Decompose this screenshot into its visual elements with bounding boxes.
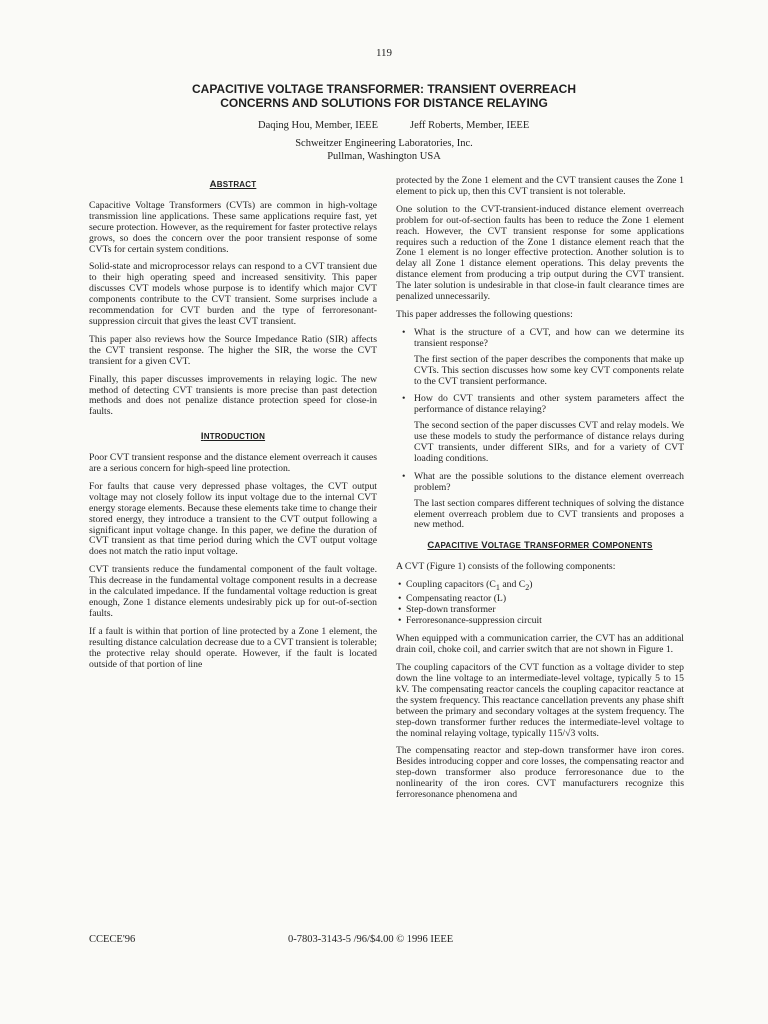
bullet-icon: • [402, 326, 406, 338]
body-paragraph: When equipped with a communication carrier, the CVT has an additional drain coil, choke coil, and carrier switch that are not shown in Figure 1. [396, 633, 684, 656]
paper-title [90, 82, 678, 110]
bullet-icon: • [402, 470, 406, 482]
abstract-paragraph: Capacitive Voltage Transformers (CVTs) are common in high-voltage transmission line applications. These same applications require fast, yet secure protection. However, as the requirement for faster protective relays grows, so does the concern over the poor transient response of some CVTs for certain system conditions. [89, 199, 377, 255]
question-answer: The first section of the paper describes the components that make up CVTs. This section discusses how some key CVT components relate to the CVT transient performance. [414, 353, 684, 387]
author-roberts: Jeff Roberts, Member, IEEE [410, 120, 530, 131]
left-column [89, 176, 377, 677]
cvt-components-heading: CAPACITIVE VOLTAGE TRANSFORMER COMPONENTS [427, 540, 653, 552]
abstract-paragraph: This paper also reviews how the Source Impedance Ratio (SIR) affects the CVT transient response. The higher the SIR, the worse the CVT transient for a given CVT. [89, 333, 377, 367]
body-paragraph: This paper addresses the following questions: [396, 308, 573, 320]
list-item: • Ferroresonance-suppression circuit [398, 614, 542, 626]
body-paragraph: The compensating reactor and step-down transformer have iron cores. Besides introducing copper and core losses, the compensating reactor and step-down transformer also produce ferroresonance due to the nonlinearity of the iron cores. CVT manufacturers recognize this ferroresonance phenomena and [396, 745, 684, 801]
question-text: What is the structure of a CVT, and how can we determine its transient response? [414, 326, 684, 349]
bullet-icon: • [398, 592, 402, 604]
body-paragraph: The coupling capacitors of the CVT function as a voltage divider to step down the line voltage to an intermediate-level voltage, typically 5 to 15 kV. The compensating reactor cancels the coupling capacitor reactance at the system frequency. This reactance cancellation prevents any phase shift between the primary and secondary voltages at the system frequency. The step-down transformer further reduces the intermediate-level voltage to the nominal relaying voltage, typically 115/√3 volts. [396, 662, 684, 739]
page-number: 119 [375, 47, 393, 59]
conference-label: CCECE'96 [89, 934, 136, 945]
abstract-paragraph: Finally, this paper discusses improvements in relaying logic. The new method of detecting CVT transients is more precise than past detection methods and does not penalize distance protection speed for close-in faults. [89, 373, 377, 418]
intro-paragraph: CVT transients reduce the fundamental component of the fault voltage. This decrease in the fundamental voltage component results in a decrease in the calculated impedance. If the fundamental voltage reduction is great enough, Zone 1 distance elements undesirably pick up for out-of-section faults. [89, 564, 377, 619]
question-answer: The last section compares different techniques of solving the distance element overreach problem due to CVT transients and proposes a new method. [414, 497, 684, 531]
components-intro: A CVT (Figure 1) consists of the following components: [396, 561, 616, 573]
question-item [396, 472, 684, 494]
bullet-icon: • [398, 614, 402, 626]
question-text: What are the possible solutions to the distance element overreach problem? [414, 470, 684, 493]
affiliation-org: Schweitzer Engineering Laboratories, Inc. [295, 138, 473, 149]
intro-paragraph: For faults that cause very depressed phase voltages, the CVT output voltage may not closely follow its input voltage due to the internal CVT energy storage elements. Because these elements take time to change their stored energy, they introduce a transient to the CVT output following a significant input voltage change. In this paper, we define the duration of CVT transient as that time period during which the CVT output voltage does not match the ratio input voltage. [89, 480, 377, 558]
question-text: How do CVT transients and other system parameters affect the performance of distance relaying? [414, 393, 684, 416]
bullet-icon: • [402, 393, 406, 405]
right-column [396, 176, 684, 808]
body-paragraph: protected by the Zone 1 element and the CVT transient causes the Zone 1 element to pick up, then this CVT transient is not tolerable. [396, 175, 684, 197]
author-line [0, 120, 768, 134]
question-answer: The second section of the paper discusses CVT and relay models. We use these models to study the performance of distance relays during CVT transients, under different SIRs, and for a variety of CVT loading conditions. [414, 420, 684, 464]
list-item: • Step-down transformer [398, 603, 496, 615]
page-footer [0, 934, 768, 948]
affiliation [0, 138, 768, 163]
abstract-paragraph: Solid-state and microprocessor relays can respond to a CVT transient due to their high operating speed and increased sensitivity. This paper discusses CVT models whose purpose is to identify which major CVT components contribute to the CVT transient. Some surprises include a recommendation for CVT burden and the type of ferroresonant-suppression circuit that gives the least CVT transient. [89, 261, 377, 327]
bullet-icon: • [398, 603, 402, 615]
list-item: • Coupling capacitors ($C_1$ and $C_2$) [398, 579, 533, 593]
abstract-heading: ABSTRACT [209, 179, 257, 190]
intro-paragraph: Poor CVT transient response and the distance element overreach it causes are a serious concern for high-speed line protection. [89, 452, 377, 475]
body-paragraph: One solution to the CVT-transient-induced distance element overreach problem for out-of-section faults has been to reduce the Zone 1 element reach. However, the CVT transient response for some applications requires such a reduction of the Zone 1 distance element reach that the Zone 1 element is no longer effective protection. Another solution is to delay all Zone 1 distance element operations. This delay prevents the distance element from producing a trip output during the CVT transient. The later solution is undesirable in that close-in fault clearance times are penalized unnecessarily. [396, 203, 684, 303]
bullet-icon: • [398, 579, 402, 591]
title-line-2: CONCERNS AND SOLUTIONS FOR DISTANCE RELAYING [220, 96, 548, 110]
question-item [396, 394, 684, 416]
title-line-1: CAPACITIVE VOLTAGE TRANSFORMER: TRANSIENT OVERREACH [191, 82, 576, 96]
author-hou: Daqing Hou, Member, IEEE [258, 120, 379, 131]
isbn-copyright: 0-7803-3143-5 /96/$4.00 © 1996 IEEE [288, 934, 454, 945]
list-item: • Compensating reactor (L) [398, 592, 507, 604]
intro-paragraph: If a fault is within that portion of line protected by a Zone 1 element, the resulting distance calculation decrease due to a CVT transient is tolerable; the protective relay should operate. However, if the fault is located outside of that portion of line [89, 625, 377, 670]
question-item [396, 328, 684, 350]
components-list [396, 580, 684, 626]
introduction-heading: INTRODUCTION [200, 431, 266, 443]
affiliation-location: Pullman, Washington USA [327, 150, 441, 162]
